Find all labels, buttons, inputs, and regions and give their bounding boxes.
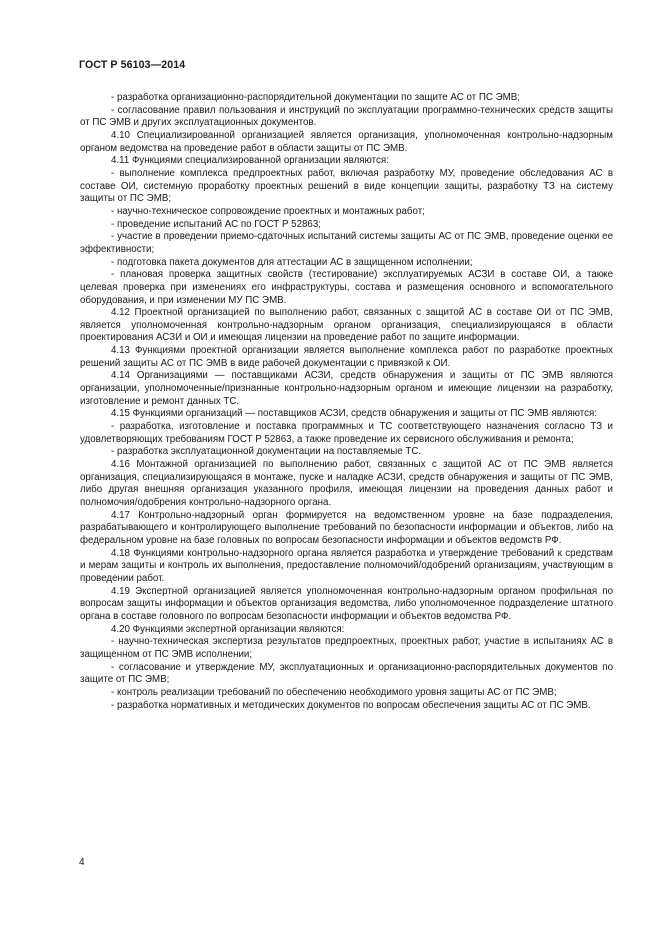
paragraph: - согласование правил пользования и инструкций по эксплуатации программно-технических средств защиты от ПС ЭМВ и других эксплуатационных документов.: [80, 104, 613, 129]
paragraph: - разработка эксплуатационной документации на поставляемые ТС.: [111, 446, 422, 458]
paragraph: 4.10 Специализированной организацией является организация, уполномоченная контрольно-надзорным органом ведомства на проведение работ в области защиты от ПС ЭМВ.: [80, 129, 613, 154]
paragraph: 4.11 Функциями специализированной организации являются:: [111, 155, 389, 167]
paragraph: - разработка организационно-распорядительной документации по защите АС от ПС ЭМВ;: [111, 92, 520, 103]
paragraph: 4.18 Функциями контрольно-надзорного органа является разработка и утверждение требований к средствам и мерам защиты и контроль их выполнения, предоставление полномочий/одобрений организациям, участвующим в проведении работ.: [80, 547, 613, 584]
paragraph: - разработка нормативных и методических документов по вопросам обеспечения защиты АС от ПС ЭМВ.: [111, 699, 591, 711]
paragraph: - проведение испытаний АС по ГОСТ Р 52863;: [111, 218, 321, 230]
paragraph: - плановая проверка защитных свойств (тестирование) эксплуатируемых АСЗИ в составе ОИ, а также целевая проверка при изменениях его инфраструктуры, состава и размещения основного и вспомогательного оборудования, и при изменении МУ ПС ЭМВ.: [80, 269, 613, 306]
paragraph: - участие в проведении приемо-сдаточных испытаний системы защиты АС от ПС ЭМВ, проведение оценки ее эффективности;: [80, 231, 613, 255]
paragraph: - научно-техническая экспертиза результатов предпроектных, проектных работ, участие в испытаниях АС в защищенном от ПС ЭМВ исполнении;: [80, 636, 613, 660]
paragraph: - подготовка пакета документов для аттестации АС в защищенном исполнении;: [111, 256, 473, 268]
paragraph: 4.20 Функциями экспертной организации являются:: [111, 623, 345, 635]
paragraph: 4.12 Проектной организацией по выполнению работ, связанных с защитой АС в составе ОИ от ПС ЭМВ, является уполномоченная контрольно-надзорным органом организация, специализирующаяся в области проектирования АСЗИ и ОИ и имеющая лицензии на проведение работ по защите информации.: [80, 307, 613, 344]
paragraph: 4.16 Монтажной организацией по выполнению работ, связанных с защитой АС от ПС ЭМВ является организация, специализирующаяся в монтаже, пуске и наладке АСЗИ, средств обнаружения и защиты от ПС ЭМВ, либо другая внешняя организация указанного профиля, имеющая лицензии на проведения данных работ и полномочия/одобрения контрольно-надзорного органа.: [80, 459, 613, 508]
document-header: ГОСТ Р 56103—2014: [79, 59, 186, 71]
paragraph: 4.19 Экспертной организацией является уполномоченная контрольно-надзорным органом профильная по вопросам защиты информации и объектов организация ведомства, либо уполномоченное подразделение штатного органа в составе головного по вопросам безопасности информации и объектов ведомства РФ.: [80, 585, 613, 622]
paragraph: 4.13 Функциями проектной организации является выполнение комплекса работ по разработке проектных решений защиты АС от ПС ЭМВ в виде рабочей документации с привязкой к ОИ.: [80, 345, 613, 369]
paragraph: - научно-техническое сопровождение проектных и монтажных работ;: [111, 205, 425, 217]
paragraph: 4.15 Функциями организаций — поставщиков АСЗИ, средств обнаружения и защиты от ПС ЭМВ являются:: [111, 408, 597, 420]
paragraph: 4.14 Организациями — поставщиками АСЗИ, средств обнаружения и защиты от ПС ЭМВ являются организации, уполномоченные/признанные контрольно-надзорным органом и имеющие лицензии на разработку, изготовление и ремонт данных ТС.: [80, 370, 613, 407]
paragraph: - согласование и утверждение МУ, эксплуатационных и организационно-распорядительных документов по защите от ПС ЭМВ;: [80, 661, 613, 686]
document-body: [80, 92, 613, 712]
paragraph: 4.17 Контрольно-надзорный орган формируется на ведомственном уровне на базе подразделения, разрабатывающего и контролирующего выполнение требований по безопасности информации и объектов, либо на федеральном уровне на базе головных по вопросам безопасности информации и объектов ведомств РФ.: [80, 509, 613, 546]
page-number: 4: [79, 857, 85, 868]
paragraph: - выполнение комплекса предпроектных работ, включая разработку МУ, проведение обследования АС в составе ОИ, системную проработку проектных решений в виде концепции защиты, разработку ТЗ на систему защиты от ПС ЭМВ;: [80, 167, 613, 205]
paragraph: - разработка, изготовление и поставка программных и ТС соответствующего назначения согласно ТЗ и удовлетворяющих требованиям ГОСТ Р 52863, а также проведение их сервисного обслуживания и ремонта;: [80, 421, 613, 445]
paragraph: - контроль реализации требований по обеспечению необходимого уровня защиты АС от ПС ЭМВ;: [111, 686, 557, 698]
